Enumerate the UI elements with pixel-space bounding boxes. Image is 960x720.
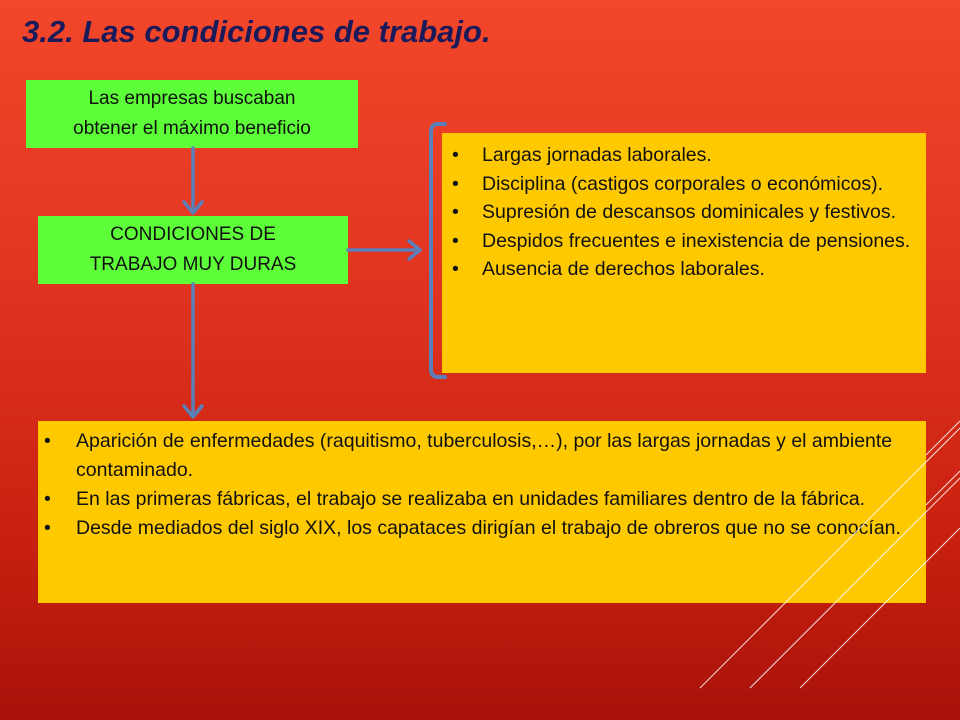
conditions-list-item: • Disciplina (castigos corporales o económicos). bbox=[442, 170, 914, 199]
company-goal-line-1: Las empresas buscaban bbox=[88, 88, 296, 109]
arrow-conditions-to-list bbox=[348, 241, 420, 259]
slide-title: 3.2. Las condiciones de trabajo. bbox=[22, 14, 491, 49]
hard-conditions-line-1: CONDICIONES DE bbox=[110, 224, 276, 245]
consequences-list-item: • Aparición de enfermedades (raquitismo, tuberculosis,…), por las largas jornadas y el ambiente contaminado. bbox=[38, 427, 916, 485]
list-bracket bbox=[431, 124, 445, 377]
conditions-list-item: • Supresión de descansos dominicales y festivos. bbox=[442, 198, 914, 227]
conditions-list-item: • Largas jornadas laborales. bbox=[442, 141, 914, 170]
consequences-list-item: • En las primeras fábricas, el trabajo se realizaba en unidades familiares dentro de la fábrica. bbox=[38, 485, 916, 514]
arrow-conditions-to-consequences bbox=[184, 284, 202, 417]
decorative-lines bbox=[700, 421, 960, 688]
conditions-list-item: • Despidos frecuentes e inexistencia de pensiones. bbox=[442, 227, 914, 256]
company-goal-line-2: obtener el máximo beneficio bbox=[73, 118, 311, 139]
conditions-list-item: • Ausencia de derechos laborales. bbox=[442, 255, 914, 284]
hard-conditions-line-2: TRABAJO MUY DURAS bbox=[89, 254, 297, 275]
arrow-goal-to-conditions bbox=[184, 148, 202, 213]
consequences-list-item: • Desde mediados del siglo XIX, los capataces dirigían el trabajo de obreros que no se conocían. bbox=[38, 514, 916, 543]
